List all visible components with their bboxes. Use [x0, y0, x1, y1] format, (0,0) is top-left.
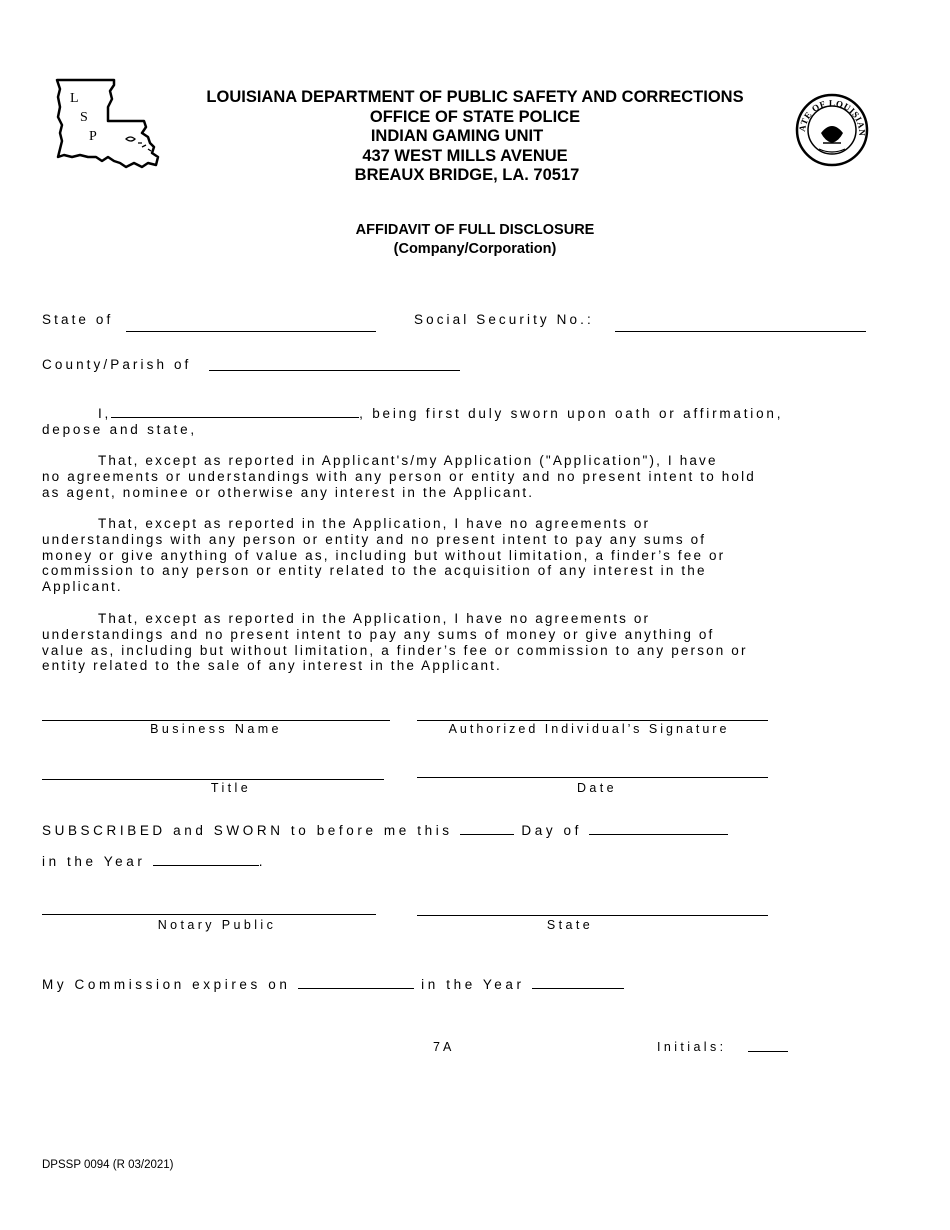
- page-number: 7A: [433, 1040, 455, 1054]
- notary-state-caption: State: [546, 918, 594, 932]
- sworn-year-line: [42, 853, 266, 869]
- sworn-text: SUBSCRIBED and SWORN to before me this: [42, 823, 453, 838]
- paragraph-line: value as, including but without limitation, a finder’s fee or commission to any person or: [42, 642, 748, 658]
- state-of-label: State of: [42, 312, 114, 327]
- paragraph-line: Applicant.: [42, 579, 123, 595]
- oath-line2: depose and state,: [42, 421, 197, 437]
- notary-public-caption: Notary Public: [157, 918, 277, 932]
- sworn-statement: [42, 822, 728, 838]
- disclosure-paragraph-1: [42, 453, 882, 500]
- seal-icon: [795, 93, 869, 167]
- oath-suffix: , being first duly sworn upon oath or affirmation,: [359, 406, 784, 421]
- sworn-month-field[interactable]: [589, 822, 728, 835]
- header-office: OFFICE OF STATE POLICE: [369, 107, 581, 126]
- logo-letter-p: P: [89, 129, 97, 144]
- ssn-field[interactable]: [615, 331, 866, 332]
- logo-letter-s: S: [80, 110, 88, 125]
- title-caption: Title: [210, 781, 252, 795]
- paragraph-line: as agent, nominee or otherwise any interest in the Applicant.: [42, 484, 535, 500]
- sworn-period: .: [258, 854, 267, 869]
- paragraph-line: That, except as reported in the Application, I have no agreements or: [98, 516, 651, 531]
- sworn-day-field[interactable]: [460, 822, 514, 835]
- disclosure-paragraph-3: [42, 611, 882, 674]
- commission-year-label: in the Year: [421, 977, 525, 992]
- paragraph-line: no agreements or understandings with any person or entity and no present intent to hold: [42, 468, 756, 484]
- business-name-field[interactable]: [42, 720, 390, 721]
- paragraph-line: money or give anything of value as, including but without limitation, a finder’s fee or: [42, 547, 726, 563]
- notary-state-field[interactable]: [417, 915, 768, 916]
- seal-text: ATE OF LOUISIAN: [796, 97, 868, 137]
- form-title: AFFIDAVIT OF FULL DISCLOSURE: [355, 222, 595, 238]
- disclosure-paragraph-2: [42, 516, 882, 595]
- agency-header: [150, 88, 800, 186]
- title-field[interactable]: [42, 779, 384, 780]
- header-street: 437 WEST MILLS AVENUE: [362, 146, 568, 165]
- logo-letter-l: L: [70, 91, 79, 106]
- header-department: LOUISIANA DEPARTMENT OF PUBLIC SAFETY AND CORRECTIONS: [206, 88, 744, 106]
- sworn-year-field[interactable]: [153, 853, 259, 866]
- authorized-signature-caption: Authorized Individual’s Signature: [448, 722, 730, 736]
- oath-statement: [42, 405, 882, 438]
- authorized-signature-field[interactable]: [417, 720, 768, 721]
- paragraph-line: entity related to the sale of any interest in the Applicant.: [42, 658, 502, 674]
- ssn-label: Social Security No.:: [414, 312, 594, 327]
- sworn-year-label: in the Year: [42, 854, 146, 869]
- state-of-field[interactable]: [126, 331, 376, 332]
- form-subtitle: (Company/Corporation): [393, 241, 557, 257]
- state-seal: [795, 93, 869, 167]
- date-caption: Date: [576, 781, 617, 795]
- business-name-caption: Business Name: [150, 722, 282, 736]
- paragraph-line: commission to any person or entity related to the acquisition of any interest in the: [42, 563, 707, 579]
- commission-expires-field[interactable]: [298, 976, 414, 989]
- header-unit: INDIAN GAMING UNIT: [370, 127, 544, 145]
- paragraph-line: That, except as reported in Applicant's/my Application ("Application"), I have: [98, 453, 718, 468]
- date-field[interactable]: [417, 777, 768, 778]
- commission-label: My Commission expires on: [42, 977, 291, 992]
- paragraph-line: understandings and no present intent to pay any sums of money or give anything of: [42, 626, 715, 642]
- initials-label: Initials:: [657, 1040, 727, 1054]
- oath-prefix: I,: [98, 406, 112, 421]
- paragraph-line: understandings with any person or entity and no present intent to pay any sums of: [42, 531, 707, 547]
- form-title-block: [275, 221, 675, 259]
- form-number: DPSSP 0094 (R 03/2021): [42, 1159, 174, 1171]
- county-parish-field[interactable]: [209, 370, 460, 371]
- commission-line: [42, 976, 624, 992]
- affiant-name-field[interactable]: [111, 405, 359, 418]
- initials-field[interactable]: [748, 1051, 788, 1052]
- commission-year-field[interactable]: [532, 976, 624, 989]
- county-parish-label: County/Parish of: [42, 357, 192, 372]
- notary-public-field[interactable]: [42, 914, 376, 915]
- header-city: BREAUX BRIDGE, LA. 70517: [354, 166, 580, 184]
- paragraph-line: That, except as reported in the Application, I have no agreements or: [98, 611, 651, 626]
- sworn-day-of: Day of: [521, 823, 582, 838]
